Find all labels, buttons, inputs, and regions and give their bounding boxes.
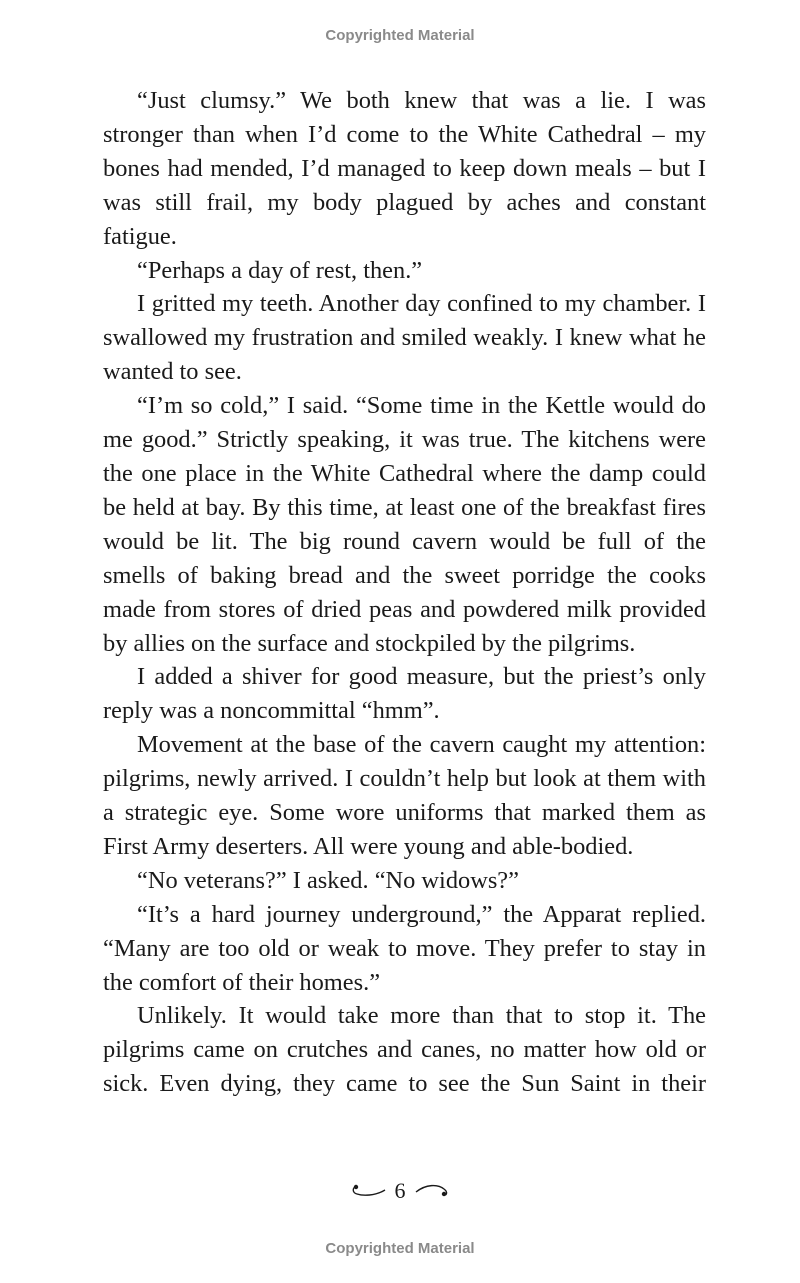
paragraph: Movement at the base of the cavern caught my attention: pilgrims, newly arrived. I couldn’t help but look at them with a strategic eye. Some wore uniforms that marked them as First Army deserters. All were young and able-bodied. — [103, 731, 706, 860]
paragraph: I gritted my teeth. Another day confined to my chamber. I swallowed my frustration and smiled weakly. I knew what he wanted to see. — [103, 290, 706, 386]
paragraph: I added a shiver for good measure, but the priest’s only reply was a noncommittal “hmm”. — [103, 663, 706, 725]
body-text — [103, 84, 706, 1101]
copyright-watermark-bottom: Copyrighted Material — [325, 1240, 475, 1257]
left-flourish-icon — [351, 1183, 387, 1199]
paragraph: “Just clumsy.” We both knew that was a lie. I was stronger than when I’d come to the White Cathedral – my bones had mended, I’d managed to keep down meals – but I was still frail, my body plagued by aches and constant fatigue. — [103, 87, 706, 250]
right-flourish-icon — [414, 1183, 450, 1199]
page-folio — [0, 1178, 800, 1204]
paragraph: “No veterans?” I asked. “No widows?” — [137, 866, 519, 894]
paragraph: “Perhaps a day of rest, then.” — [137, 256, 423, 284]
paragraph: “I’m so cold,” I said. “Some time in the Kettle would do me good.” Strictly speaking, it was true. The kitchens were the one place in the White Cathedral where the damp could be held at bay. By this time, at least one of the breakfast fires would be lit. The big round cavern would be full of the smells of baking bread and the sweet porridge the cooks made from stores of dried peas and powdered milk provided by allies on the surface and stockpiled by the pilgrims. — [103, 392, 706, 657]
paragraph: Unlikely. It would take more than that to stop it. The pilgrims came on crutches and canes, no matter how old or sick. Even dying, they came to see the Sun Saint in their — [103, 1002, 706, 1098]
paragraph: “It’s a hard journey underground,” the Apparat replied. “Many are too old or weak to move. They prefer to stay in the comfort of their homes.” — [103, 900, 706, 996]
copyright-watermark-top: Copyrighted Material — [325, 27, 475, 44]
page-number: 6 — [394, 1178, 406, 1203]
